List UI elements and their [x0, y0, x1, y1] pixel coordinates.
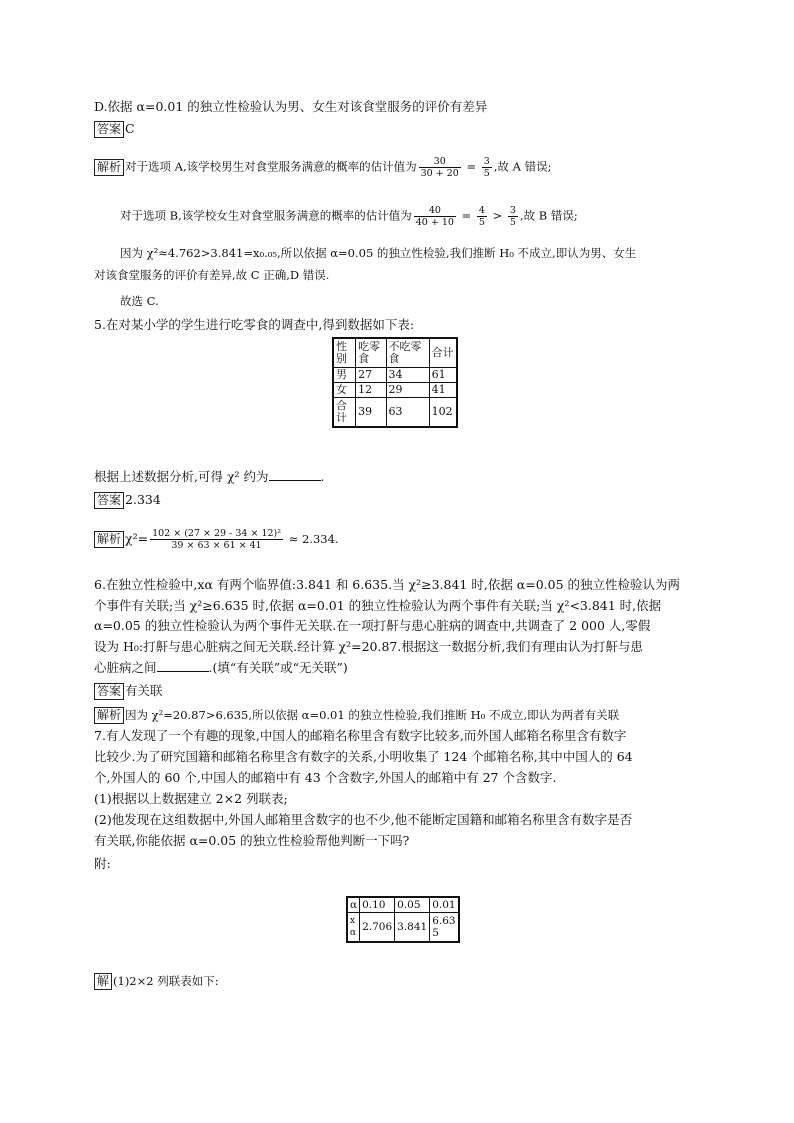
fraction-denominator: 30 + 20 [420, 168, 459, 179]
solution-4-text-b: ,故 A 错误; [493, 159, 552, 174]
question-7-part-2-line-2: 有关联,你能依据 α=0.05 的独立性检验帮他判断一下吗? [94, 833, 410, 848]
table-cell: 女 [333, 383, 356, 398]
table-cell: 0.01 [430, 897, 459, 913]
fraction-male [419, 156, 461, 179]
question-7-line-3: 个,外国人的 60 个,中国人的邮箱中有 43 个含数字,外国人的邮箱中有 27 个含数字. [94, 770, 557, 785]
table-cell: 41 [429, 383, 457, 398]
answer-6-value: 有关联 [125, 683, 163, 698]
solution-4-line-4: 对该食堂服务的评价有差异,故 C 正确,D 错误. [94, 268, 330, 282]
question-7-part-1: (1)根据以上数据建立 2×2 列联表; [94, 791, 288, 806]
fraction-numerator: 30 [419, 156, 461, 168]
solution-7-text: (1)2×2 列联表如下: [113, 974, 219, 988]
answer-5-value: 2.334 [125, 492, 161, 507]
table-cell: 27 [356, 368, 386, 383]
solution-6 [94, 706, 619, 724]
question-6-line-1: 6.在独立性检验中,xα 有两个临界值:3.841 和 6.635.当 χ²≥3.841 时,依据 α=0.05 的独立性检验认为两 [94, 577, 681, 592]
table-cell: 102 [429, 398, 457, 428]
greater-sign: > [488, 208, 506, 223]
table-cell: α [347, 897, 360, 913]
table-cell: xα [347, 913, 360, 943]
table-cell: 3.841 [395, 913, 430, 943]
table-row [333, 368, 457, 383]
table-cell: 合计 [429, 338, 457, 368]
solution-tag: 解 [94, 973, 112, 990]
question-6-text-a: 心脏病之间 [94, 660, 157, 675]
table-row [333, 338, 457, 368]
solution-4-line-3: 因为 χ²≈4.762>3.841=x₀.₀₅,所以依据 α=0.05 的独立性检验,我们推断 H₀ 不成立,即认为男、女生 [120, 246, 637, 260]
fraction-numerator: 40 [414, 205, 456, 217]
table-cell: 63 [386, 398, 429, 428]
table-row [333, 398, 457, 428]
fraction-denominator: 40 + 10 [415, 217, 454, 228]
equals-sign: = [457, 208, 475, 223]
question-7-part-2-line-1: (2)他发现在这组数据中,外国人邮箱里含数字的也不少,他不能断定国籍和邮箱名称里含有数字是否 [94, 812, 633, 827]
fraction-numerator: 4 [478, 205, 485, 216]
table-cell: 不吃零食 [386, 338, 429, 368]
table-cell: 男 [333, 368, 356, 383]
fraction-numerator: 3 [509, 205, 516, 216]
option-d [94, 98, 487, 116]
solution-4-text-d: ,故 B 错误; [519, 208, 578, 223]
solution-4-line-2 [120, 205, 578, 228]
solution-5 [94, 528, 339, 551]
question-5: 5.在对某小学的学生进行吃零食的调查中,得到数据如下表: [94, 317, 415, 332]
appendix-label: 附: [94, 856, 111, 871]
question-7-line-2: 比较少.为了研究国籍和邮箱名称里含有数字的关系,小明收集了 124 个邮箱名称,其中中国人的 64 [94, 749, 633, 764]
fraction-denominator: 5 [483, 168, 490, 179]
answer-blank [269, 468, 321, 481]
solution-4-line-1 [94, 156, 551, 179]
answer-5 [94, 491, 161, 509]
question-5-prompt-text: 根据上述数据分析,可得 χ² 约为 [94, 469, 269, 484]
solution-4-line-5: 故选 C. [120, 294, 159, 308]
question-7-line-1: 7.有人发现了一个有趣的现象,中国人的邮箱名称里含有数字比较多,而外国人邮箱名称里含有数字 [94, 728, 627, 743]
table-cell: 12 [356, 383, 386, 398]
table-row [347, 897, 459, 913]
solution-5-text-b: ≈ 2.334. [285, 532, 339, 546]
solution-4-text-c: 对于选项 B,该学校女生对食堂服务满意的概率的估计值为 [120, 208, 412, 223]
question-6-line-5 [94, 659, 348, 677]
table-cell: 29 [386, 383, 429, 398]
answer-6 [94, 682, 163, 700]
question-6-line-2: 个事件有关联;当 χ²≥6.635 时,依据 α=0.01 的独立性检验认为两个事件有关联;当 χ²<3.841 时,依据 [94, 598, 662, 613]
fraction-denominator: 5 [478, 217, 485, 228]
table-cell: 性别 [333, 338, 356, 368]
table-cell: 2.706 [360, 913, 395, 943]
question-6-line-4: 设为 H₀:打鼾与患心脏病之间无关联.经计算 χ²=20.87.根据这一数据分析,我们有理由认为打鼾与患 [94, 639, 643, 654]
fraction-compare [508, 205, 518, 228]
period: . [320, 469, 325, 484]
solution-tag: 解析 [94, 159, 124, 176]
answer-4 [94, 120, 135, 138]
table-cell: 34 [386, 368, 429, 383]
question-6-text-b: .(填“有关联”或“无关联”) [208, 660, 348, 675]
fraction-denominator: 39 × 63 × 61 × 41 [171, 540, 262, 551]
table-row [347, 913, 459, 943]
table-cell: 吃零食 [356, 338, 386, 368]
table-cell: 合计 [333, 398, 356, 428]
solution-tag: 解析 [94, 707, 124, 724]
table-cell: 0.05 [395, 897, 430, 913]
equals-sign: = [462, 159, 480, 174]
table-row [333, 383, 457, 398]
answer-tag: 答案 [94, 121, 124, 138]
question-5-prompt [94, 468, 325, 486]
solution-7 [94, 972, 219, 990]
answer-tag: 答案 [94, 492, 124, 509]
critical-value-table [346, 896, 460, 943]
chi-square-fraction [150, 528, 283, 551]
fraction-result [477, 205, 487, 228]
answer-4-value: C [125, 121, 135, 136]
fraction-result [482, 156, 492, 179]
snack-table [332, 337, 458, 428]
question-6-line-3: α=0.05 的独立性检验认为两个事件无关联.在一项打鼾与患心脏病的调查中,共调查了 2 000 人,零假 [94, 618, 651, 633]
table-cell: 6.635 [430, 913, 459, 943]
solution-tag: 解析 [94, 531, 124, 548]
option-d-text: D.依据 α=0.01 的独立性检验认为男、女生对该食堂服务的评价有差异 [94, 99, 488, 114]
fraction-denominator: 5 [509, 217, 516, 228]
table-cell: 61 [429, 368, 457, 383]
fraction-numerator: 102 × (27 × 29 - 34 × 12)² [152, 528, 282, 539]
solution-5-text-a: χ²= [125, 531, 149, 546]
table-cell: 0.10 [360, 897, 395, 913]
fraction-female [414, 205, 456, 228]
answer-blank [157, 659, 209, 672]
solution-6-text: 因为 χ²=20.87>6.635,所以依据 α=0.01 的独立性检验,我们推断 H₀ 不成立,即认为两者有关联 [125, 708, 620, 722]
fraction-numerator: 3 [483, 156, 490, 167]
solution-4-text-a: 对于选项 A,该学校男生对食堂服务满意的概率的估计值为 [125, 159, 417, 174]
table-cell: 39 [356, 398, 386, 428]
answer-tag: 答案 [94, 683, 124, 700]
